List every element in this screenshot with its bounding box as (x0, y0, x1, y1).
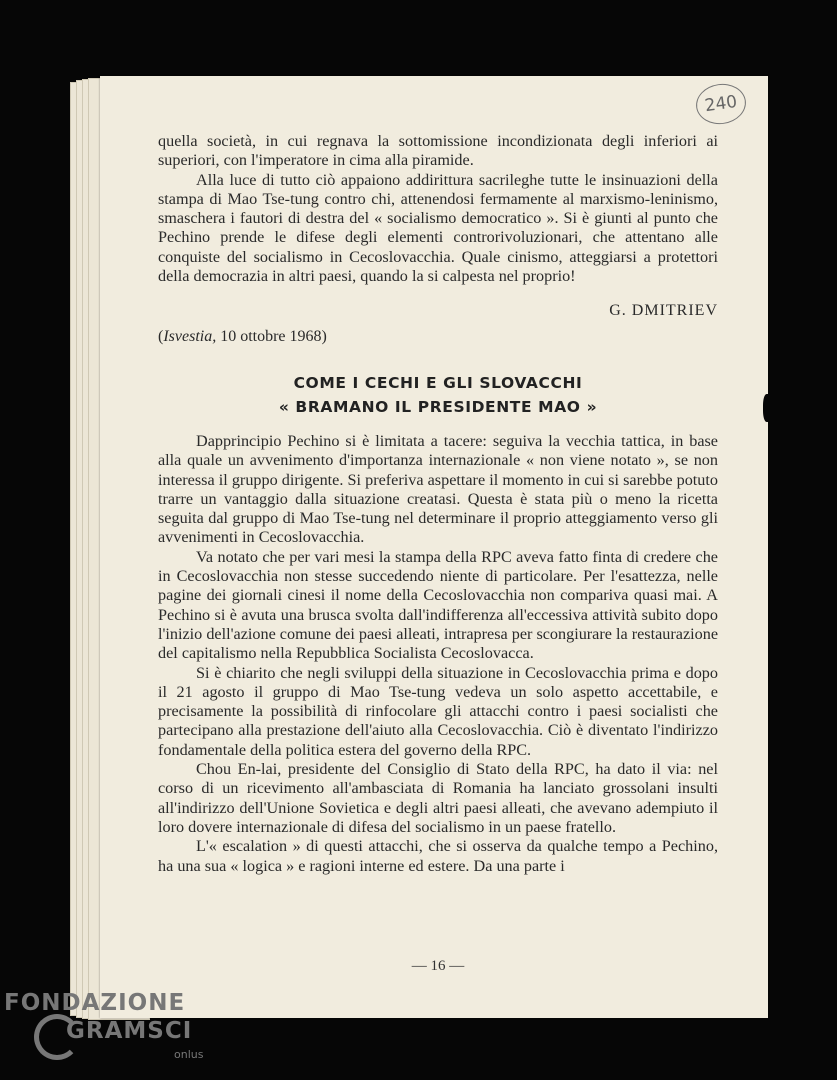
source-date: 10 ottobre 1968 (220, 328, 322, 345)
source-citation: (Isvestia, 10 ottobre 1968) (158, 328, 327, 345)
watermark-line3: onlus (174, 1048, 204, 1061)
author-signature: G. DMITRIEV (609, 302, 718, 319)
paragraph: quella società, in cui regnava la sottomissione incondizionata degli inferiori ai superiori, con l'imperatore in cima alla piramide. (158, 132, 718, 170)
paragraph: L'« escalation » di questi attacchi, che si osserva da qualche tempo a Pechino, ha una sua « logica » e ragioni interne ed estere. Da una parte i (158, 837, 718, 875)
fondazione-gramsci-watermark (4, 988, 224, 1078)
watermark-line1: FONDAZIONE (4, 990, 186, 1016)
paragraph: Si è chiarito che negli sviluppi della situazione in Cecoslovacchia prima e dopo il 21 agosto il gruppo di Mao Tse-tung vedeva un solo aspetto accettabile, e precisamente la possibilità di rinfocolare gli attacchi contro i paesi socialisti che partecipano alla prestazione dell'aiuto alla Cecoslovacchia. Ciò è diventato l'indirizzo fondamentale della politica estera del governo della RPC. (158, 663, 718, 759)
watermark-line2: GRAMSCI (66, 1018, 193, 1044)
paragraph: Chou En-lai, presidente del Consiglio di Stato della RPC, ha dato il via: nel corso di un ricevimento all'ambasciata di Romania ha lanciato grossolani insulti all'indirizzo dell'Unione Sovietica e degli altri paesi alleati, che avevano adempiuto il loro dovere internazionale di difesa del socialismo in un paese fratello. (158, 760, 718, 836)
article-title-line1: COME I CECHI E GLI SLOVACCHI (293, 374, 583, 392)
top-text-block (158, 132, 718, 286)
archive-number-stamp: 240 (693, 81, 748, 128)
paragraph: Dapprincipio Pechino si è limitata a tacere: seguiva la vecchia tattica, in base alla quale un avvenimento d'importanza internazionale « non viene notato », se non interessa il gruppo dirigente. Si preferiva aspettare il momento in cui si sarebbe potuto trarre un vantaggio dalla situazione creatasi. Questa è stata più o meno la ricetta seguita dal gruppo di Mao Tse-tung nel determinare il proprio atteggiamento verso gli avvenimenti in Cecoslovacchia. (158, 432, 718, 547)
page-tear (763, 394, 772, 422)
page-number: — 16 — (411, 958, 465, 974)
article-body (158, 432, 718, 876)
source-publication: Isvestia, (163, 328, 217, 345)
document-page (100, 76, 768, 1018)
paragraph: Va notato che per vari mesi la stampa della RPC aveva fatto finta di credere che in Cecoslovacchia non stesse succedendo niente di particolare. Per l'esattezza, nelle pagine dei giornali cinesi il nome della Cecoslovacchia non compariva quasi mai. A Pechino si è avuta una brusca svolta dall'indifferenza all'eccessiva attività subito dopo l'inizio dell'azione comune dei paesi alleati, intrapresa per scongiurare la restaurazione del capitalismo nella Repubblica Socialista Cecoslovacca. (158, 547, 719, 663)
article-title-line2: « BRAMANO IL PRESIDENTE MAO » (278, 398, 598, 416)
paragraph: Alla luce di tutto ciò appaiono addirittura sacrileghe tutte le insinuazioni della stampa di Mao Tse-tung contro chi, attenendosi fermamente al marxismo-leninismo, smaschera i fautori di destra del « socialismo democratico ». Si è giunti al punto che Pechino prende le difese degli elementi controrivoluzionari, che attentano alle conquiste del socialismo in Cecoslovacchia. Quale cinismo, atteggiarsi a protettori della democrazia in altri paesi, quando la si calpesta nel proprio! (158, 170, 718, 286)
